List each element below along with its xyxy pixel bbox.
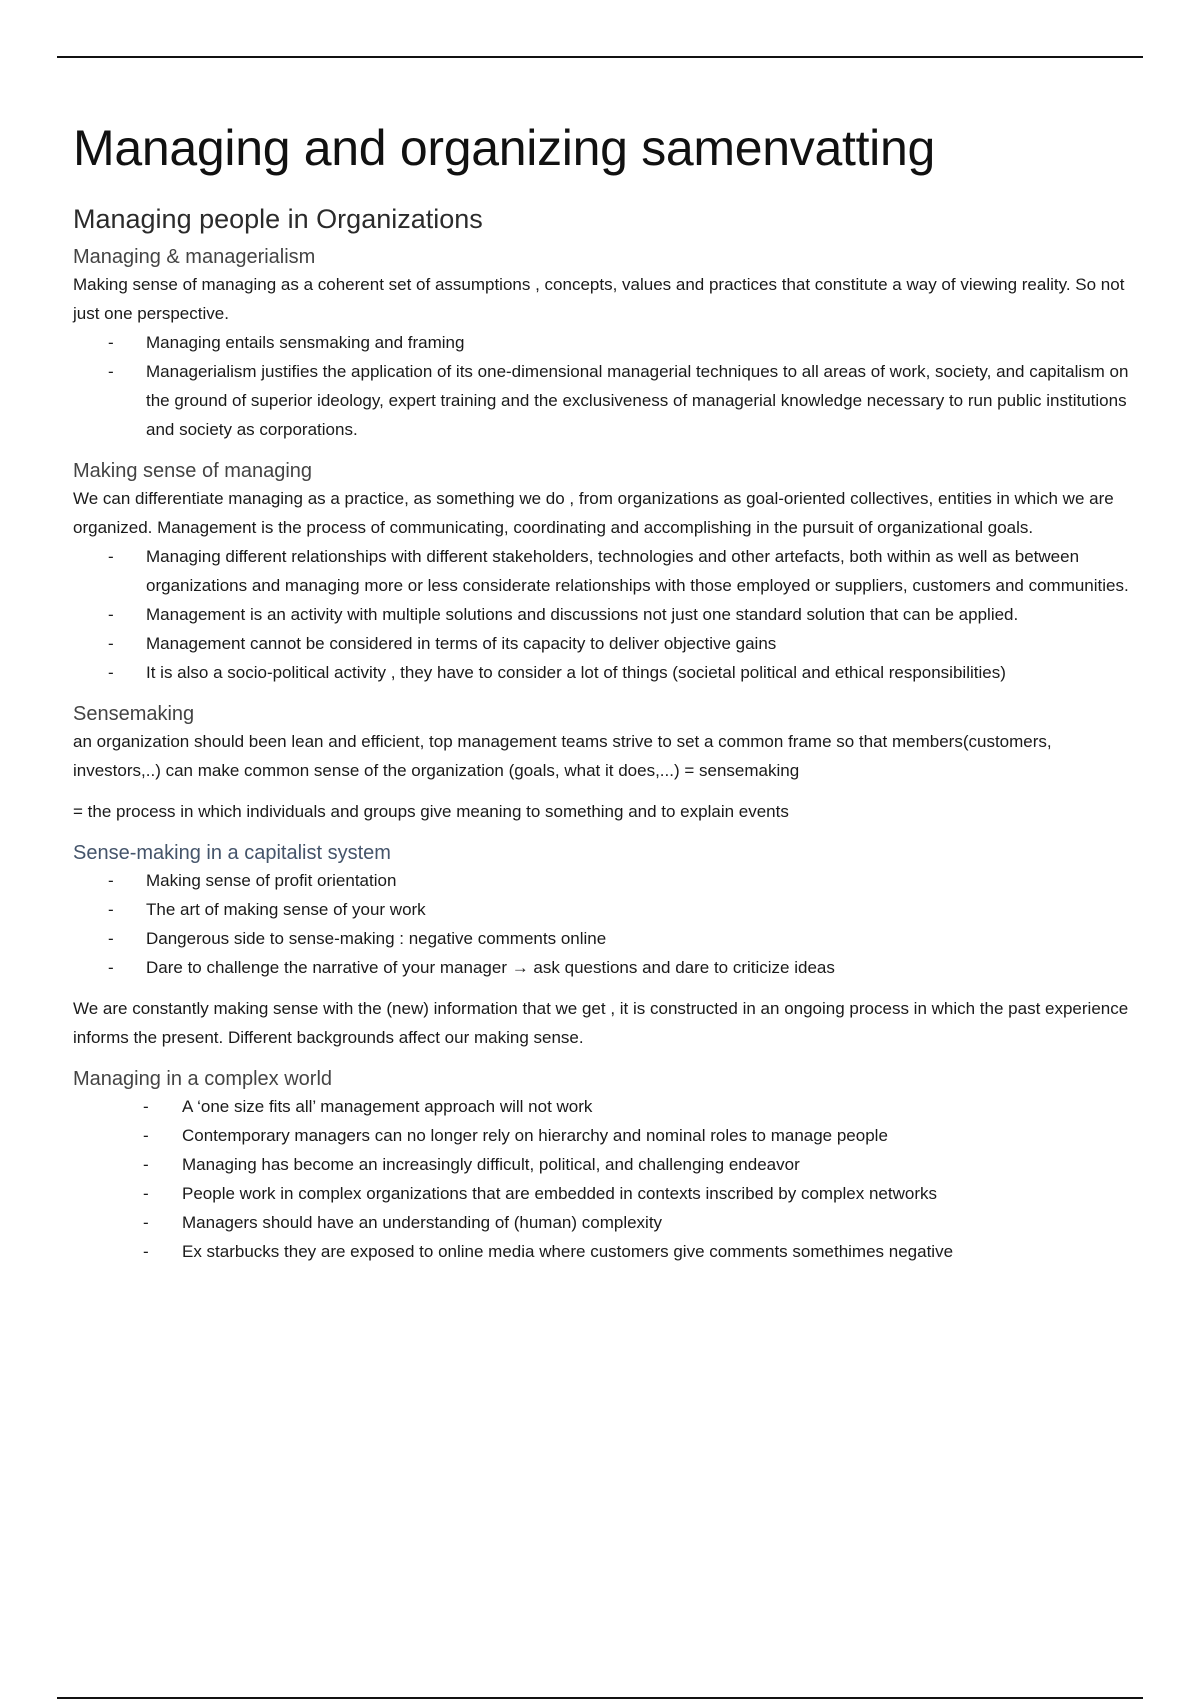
list-item: - Managerialism justifies the application of its one-dimensional managerial techniques to all areas of work, society, and capitalism on the ground of superior ideology, expert training and the exclusiveness of managerial knowledge necessary to run public institutions and society as corporations. (73, 357, 1133, 444)
list-item: - Managers should have an understanding of (human) complexity (73, 1208, 1133, 1237)
paragraph: an organization should been lean and efficient, top management teams strive to set a common frame so that members(customers, investors,..) can make common sense of the organization (goals, what it does,...) = sensemaking (73, 732, 1052, 780)
list-item: - Dangerous side to sense-making : negative comments online (73, 924, 1133, 953)
list-item: - Management cannot be considered in terms of its capacity to deliver objective gains (73, 629, 1133, 658)
paragraph: We can differentiate managing as a practice, as something we do , from organizations as goal-oriented collectives, entities in which we are organized. Management is the process of communicating, coordinating and accomplishing in the pursuit of organizational goals. (73, 489, 1114, 537)
bullet-list (73, 542, 1133, 687)
heading-sense-making-capitalist: Sense-making in a capitalist system (73, 842, 391, 864)
list-item: - Managing different relationships with different stakeholders, technologies and other artefacts, both within as well as between organizations and managing more or less considerate relationships with those employed or suppliers, customers and communities. (73, 542, 1133, 600)
heading-managing-complex-world: Managing in a complex world (73, 1068, 333, 1090)
bullet-list (73, 328, 1133, 444)
document-title: Managing and organizing samenvatting (73, 120, 936, 176)
list-item: - It is also a socio-political activity , they have to consider a lot of things (societal political and ethical responsibilities) (73, 658, 1133, 687)
list-item: - Managing has become an increasingly difficult, political, and challenging endeavor (73, 1150, 1133, 1179)
bullet-list (73, 866, 1133, 982)
list-item: - Making sense of profit orientation (73, 866, 1133, 895)
list-item: - A ‘one size fits all’ management approach will not work (73, 1092, 1133, 1121)
list-item: - Managing entails sensmaking and framing (73, 328, 1133, 357)
bottom-rule (57, 1697, 1143, 1699)
document-page (73, 118, 1133, 1266)
section-heading: Managing people in Organizations (73, 204, 483, 234)
top-rule (57, 56, 1143, 58)
list-item: - Contemporary managers can no longer rely on hierarchy and nominal roles to manage people (73, 1121, 1133, 1150)
heading-sensemaking: Sensemaking (73, 703, 195, 725)
heading-making-sense-of-managing: Making sense of managing (73, 460, 313, 482)
paragraph: = the process in which individuals and groups give meaning to something and to explain events (73, 802, 789, 821)
list-item: - The art of making sense of your work (73, 895, 1133, 924)
bullet-list (73, 1237, 1133, 1266)
list-item: - Management is an activity with multiple solutions and discussions not just one standard solution that can be applied. (73, 600, 1133, 629)
list-item: - Ex starbucks they are exposed to online media where customers give comments somethimes negative (73, 1237, 1133, 1266)
paragraph: Making sense of managing as a coherent set of assumptions , concepts, values and practices that constitute a way of viewing reality. So not just one perspective. (73, 275, 1125, 323)
list-item: - Dare to challenge the narrative of your manager → ask questions and dare to criticize ideas (73, 953, 1133, 982)
list-item: - People work in complex organizations that are embedded in contexts inscribed by complex networks (73, 1179, 1133, 1208)
bullet-list (73, 1092, 1133, 1237)
paragraph: We are constantly making sense with the (new) information that we get , it is constructed in an ongoing process in which the past experience informs the present. Different backgrounds affect our making sense. (73, 999, 1129, 1047)
heading-managing-managerialism: Managing & managerialism (73, 246, 316, 268)
